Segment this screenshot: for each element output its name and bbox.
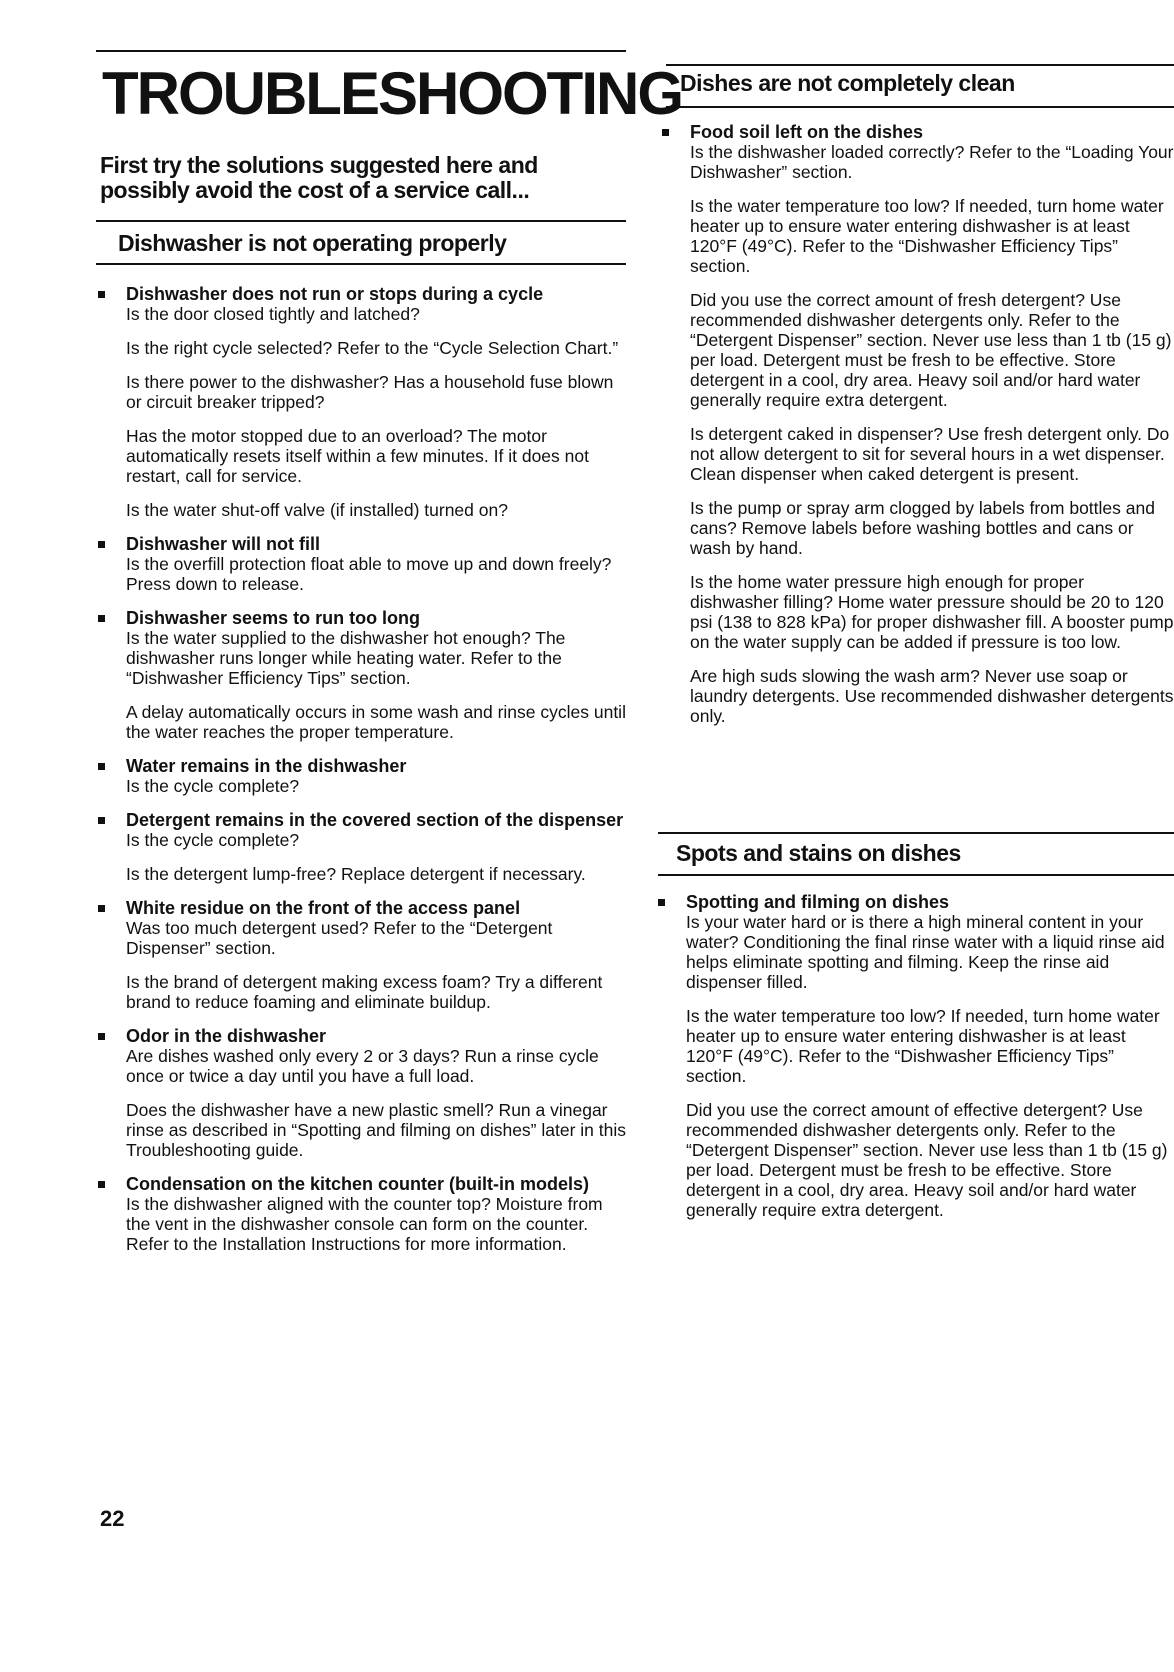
list-item <box>98 810 626 884</box>
intro-text: First try the solutions suggested here and possibly avoid the cost of a service call... <box>100 152 538 203</box>
solution-paragraph: Has the motor stopped due to an overload? The motor automatically resets itself within a few minutes. If it does not restart, call for service. <box>126 426 589 486</box>
problem-title: Detergent remains in the covered section of the dispenser <box>126 810 624 830</box>
list-item <box>662 122 1174 726</box>
list-item <box>98 534 626 594</box>
list-item <box>98 756 626 796</box>
solution-paragraph: Was too much detergent used? Refer to the “Detergent Dispenser” section. <box>126 918 553 958</box>
solution-paragraph: Is the pump or spray arm clogged by labels from bottles and cans? Remove labels before washing bottles and cans or wash by hand. <box>690 498 1155 558</box>
solution-paragraph: Does the dishwasher have a new plastic smell? Run a vinegar rinse as described in “Spotting and filming on dishes” later in this Troubleshooting guide. <box>126 1100 626 1160</box>
solution-paragraph: Is the water temperature too low? If needed, turn home water heater up to ensure water entering dishwasher is at least 120°F (49°C). Refer to the “Dishwasher Efficiency Tips” section. <box>686 1006 1160 1086</box>
list-item <box>658 892 1174 1220</box>
square-bullet-icon <box>98 615 105 622</box>
problem-title: Dishwasher does not run or stops during a cycle <box>126 284 544 304</box>
problem-title: Dishwasher will not fill <box>126 534 321 554</box>
not-operating-list <box>98 284 626 1268</box>
solution-paragraph: A delay automatically occurs in some wash and rinse cycles until the water reaches the proper temperature. <box>126 702 626 742</box>
solution-paragraph: Are dishes washed only every 2 or 3 days? Run a rinse cycle once or twice a day until you have a full load. <box>126 1046 599 1086</box>
solution-paragraph: Is the cycle complete? <box>126 830 300 850</box>
problem-title: White residue on the front of the access panel <box>126 898 521 918</box>
square-bullet-icon <box>98 817 105 824</box>
list-item <box>98 284 626 520</box>
square-bullet-icon <box>98 291 105 298</box>
list-item <box>98 898 626 1012</box>
solution-paragraph: Is the dishwasher aligned with the counter top? Moisture from the vent in the dishwasher console can form on the counter. Refer to the Installation Instructions for more information. <box>126 1194 603 1254</box>
solution-paragraph: Is the water shut-off valve (if installed) turned on? <box>126 500 508 520</box>
page-title: TROUBLESHOOTING <box>102 60 682 127</box>
section-heading-not-operating: Dishwasher is not operating properly <box>118 230 507 256</box>
solution-paragraph: Is the cycle complete? <box>126 776 300 796</box>
section-rule-bottom <box>666 106 1174 108</box>
solution-paragraph: Is the brand of detergent making excess foam? Try a different brand to reduce foaming and eliminate buildup. <box>126 972 603 1012</box>
solution-paragraph: Is the home water pressure high enough for proper dishwasher filling? Home water pressure should be 20 to 120 psi (138 to 828 kPa) for proper dishwasher fill. A booster pump on the water supply can be added if pressure is too low. <box>690 572 1174 652</box>
problem-title: Dishwasher seems to run too long <box>126 608 421 628</box>
square-bullet-icon <box>98 905 105 912</box>
not-clean-list <box>662 122 1174 740</box>
problem-title: Odor in the dishwasher <box>126 1026 327 1046</box>
solution-paragraph: Did you use the correct amount of fresh detergent? Use recommended dishwasher detergents only. Refer to the “Detergent Dispenser” section. Never use less than 1 tb (15 g) per load. Detergent must be fresh to be effective. Store detergent in a cool, dry area. Heavy soil and/or hard water generally require extra detergent. <box>690 290 1172 410</box>
list-item <box>98 1026 626 1160</box>
list-item <box>98 1174 626 1254</box>
square-bullet-icon <box>658 899 665 906</box>
square-bullet-icon <box>98 763 105 770</box>
square-bullet-icon <box>98 1033 105 1040</box>
title-top-rule <box>96 50 626 52</box>
solution-paragraph: Is the door closed tightly and latched? <box>126 304 420 324</box>
problem-title: Condensation on the kitchen counter (built-in models) <box>126 1174 589 1194</box>
solution-paragraph: Is the right cycle selected? Refer to the “Cycle Selection Chart.” <box>126 338 619 358</box>
solution-paragraph: Is your water hard or is there a high mineral content in your water? Conditioning the final rinse water with a liquid rinse aid helps eliminate spotting and filming. Keep the rinse aid dispenser filled. <box>686 912 1165 992</box>
section-rule-top <box>658 832 1174 834</box>
problem-title: Water remains in the dishwasher <box>126 756 407 776</box>
page-number: 22 <box>100 1506 125 1531</box>
solution-paragraph: Is detergent caked in dispenser? Use fresh detergent only. Do not allow detergent to sit for several hours in a wet dispenser. Clean dispenser when caked detergent is present. <box>690 424 1170 484</box>
solution-paragraph: Is the detergent lump-free? Replace detergent if necessary. <box>126 864 586 884</box>
solution-paragraph: Did you use the correct amount of effective detergent? Use recommended dishwasher detergents only. Refer to the “Detergent Dispenser” section. Never use less than 1 tb (15 g) per load. Detergent must be fresh to be effective. Store detergent in a cool, dry area. Heavy soil and/or hard water generally require extra detergent. <box>686 1100 1168 1220</box>
solution-paragraph: Is the overfill protection float able to move up and down freely? Press down to release. <box>126 554 612 594</box>
section-rule-bottom <box>658 874 1174 876</box>
solution-paragraph: Is the water supplied to the dishwasher hot enough? The dishwasher runs longer while heating water. Refer to the “Dishwasher Efficiency Tips” section. <box>126 628 566 688</box>
solution-paragraph: Is the dishwasher loaded correctly? Refer to the “Loading Your Dishwasher” section. <box>690 142 1174 182</box>
spots-list <box>658 892 1174 1234</box>
square-bullet-icon <box>662 129 669 136</box>
list-item <box>98 608 626 742</box>
solution-paragraph: Are high suds slowing the wash arm? Never use soap or laundry detergents. Use recommended dishwasher detergents only. <box>690 666 1174 726</box>
section-heading-not-clean: Dishes are not completely clean <box>680 70 1015 96</box>
problem-title: Food soil left on the dishes <box>690 122 924 142</box>
square-bullet-icon <box>98 1181 105 1188</box>
problem-title: Spotting and filming on dishes <box>686 892 949 912</box>
section-rule-bottom <box>96 263 626 265</box>
section-rule-top <box>666 64 1174 66</box>
solution-paragraph: Is there power to the dishwasher? Has a household fuse blown or circuit breaker tripped? <box>126 372 614 412</box>
section-rule-top <box>96 220 626 222</box>
solution-paragraph: Is the water temperature too low? If needed, turn home water heater up to ensure water entering dishwasher is at least 120°F (49°C). Refer to the “Dishwasher Efficiency Tips” section. <box>690 196 1164 276</box>
section-heading-spots: Spots and stains on dishes <box>676 840 961 866</box>
square-bullet-icon <box>98 541 105 548</box>
